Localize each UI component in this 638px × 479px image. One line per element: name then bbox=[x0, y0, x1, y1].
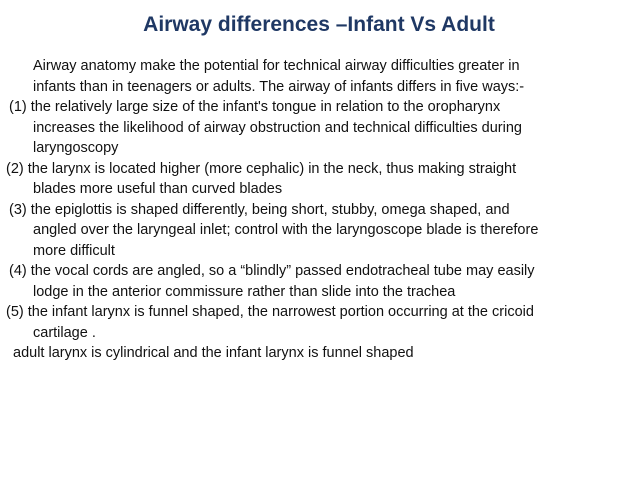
slide-title: Airway differences –Infant Vs Adult bbox=[143, 13, 495, 36]
text-line: adult larynx is cylindrical and the infant larynx is funnel shaped bbox=[13, 345, 414, 361]
list-item-3 bbox=[0, 200, 622, 262]
slide-body bbox=[0, 56, 622, 364]
list-item-1 bbox=[0, 97, 622, 159]
conclusion-paragraph bbox=[0, 343, 622, 364]
text-line: cartilage . bbox=[33, 324, 96, 341]
text-line: more difficult bbox=[33, 242, 115, 259]
text-line: Airway anatomy make the potential for technical airway difficulties greater in bbox=[33, 58, 520, 74]
text-line: blades more useful than curved blades bbox=[33, 181, 283, 197]
text-line: (1) the relatively large size of the infant's tongue in relation to the oropharynx bbox=[9, 99, 501, 115]
text-line: increases the likelihood of airway obstruction and technical difficulties during bbox=[33, 119, 522, 136]
text-line: infants than in teenagers or adults. The airway of infants differs in five ways:- bbox=[33, 78, 525, 95]
list-item-2 bbox=[0, 159, 622, 200]
list-item-5 bbox=[0, 302, 622, 343]
text-line: laryngoscopy bbox=[33, 140, 119, 156]
text-line: (5) the infant larynx is funnel shaped, the narrowest portion occurring at the cricoid bbox=[6, 304, 534, 320]
text-line: (4) the vocal cords are angled, so a “blindly” passed endotracheal tube may easily bbox=[9, 263, 535, 279]
text-line: lodge in the anterior commissure rather than slide into the trachea bbox=[33, 283, 456, 300]
list-item-4 bbox=[0, 261, 622, 302]
text-line: (2) the larynx is located higher (more cephalic) in the neck, thus making straight bbox=[6, 160, 517, 177]
intro-paragraph bbox=[0, 56, 622, 97]
text-line: angled over the laryngeal inlet; control with the laryngoscope blade is therefore bbox=[33, 222, 539, 238]
text-line: (3) the epiglottis is shaped differently, being short, stubby, omega shaped, and bbox=[9, 201, 510, 218]
